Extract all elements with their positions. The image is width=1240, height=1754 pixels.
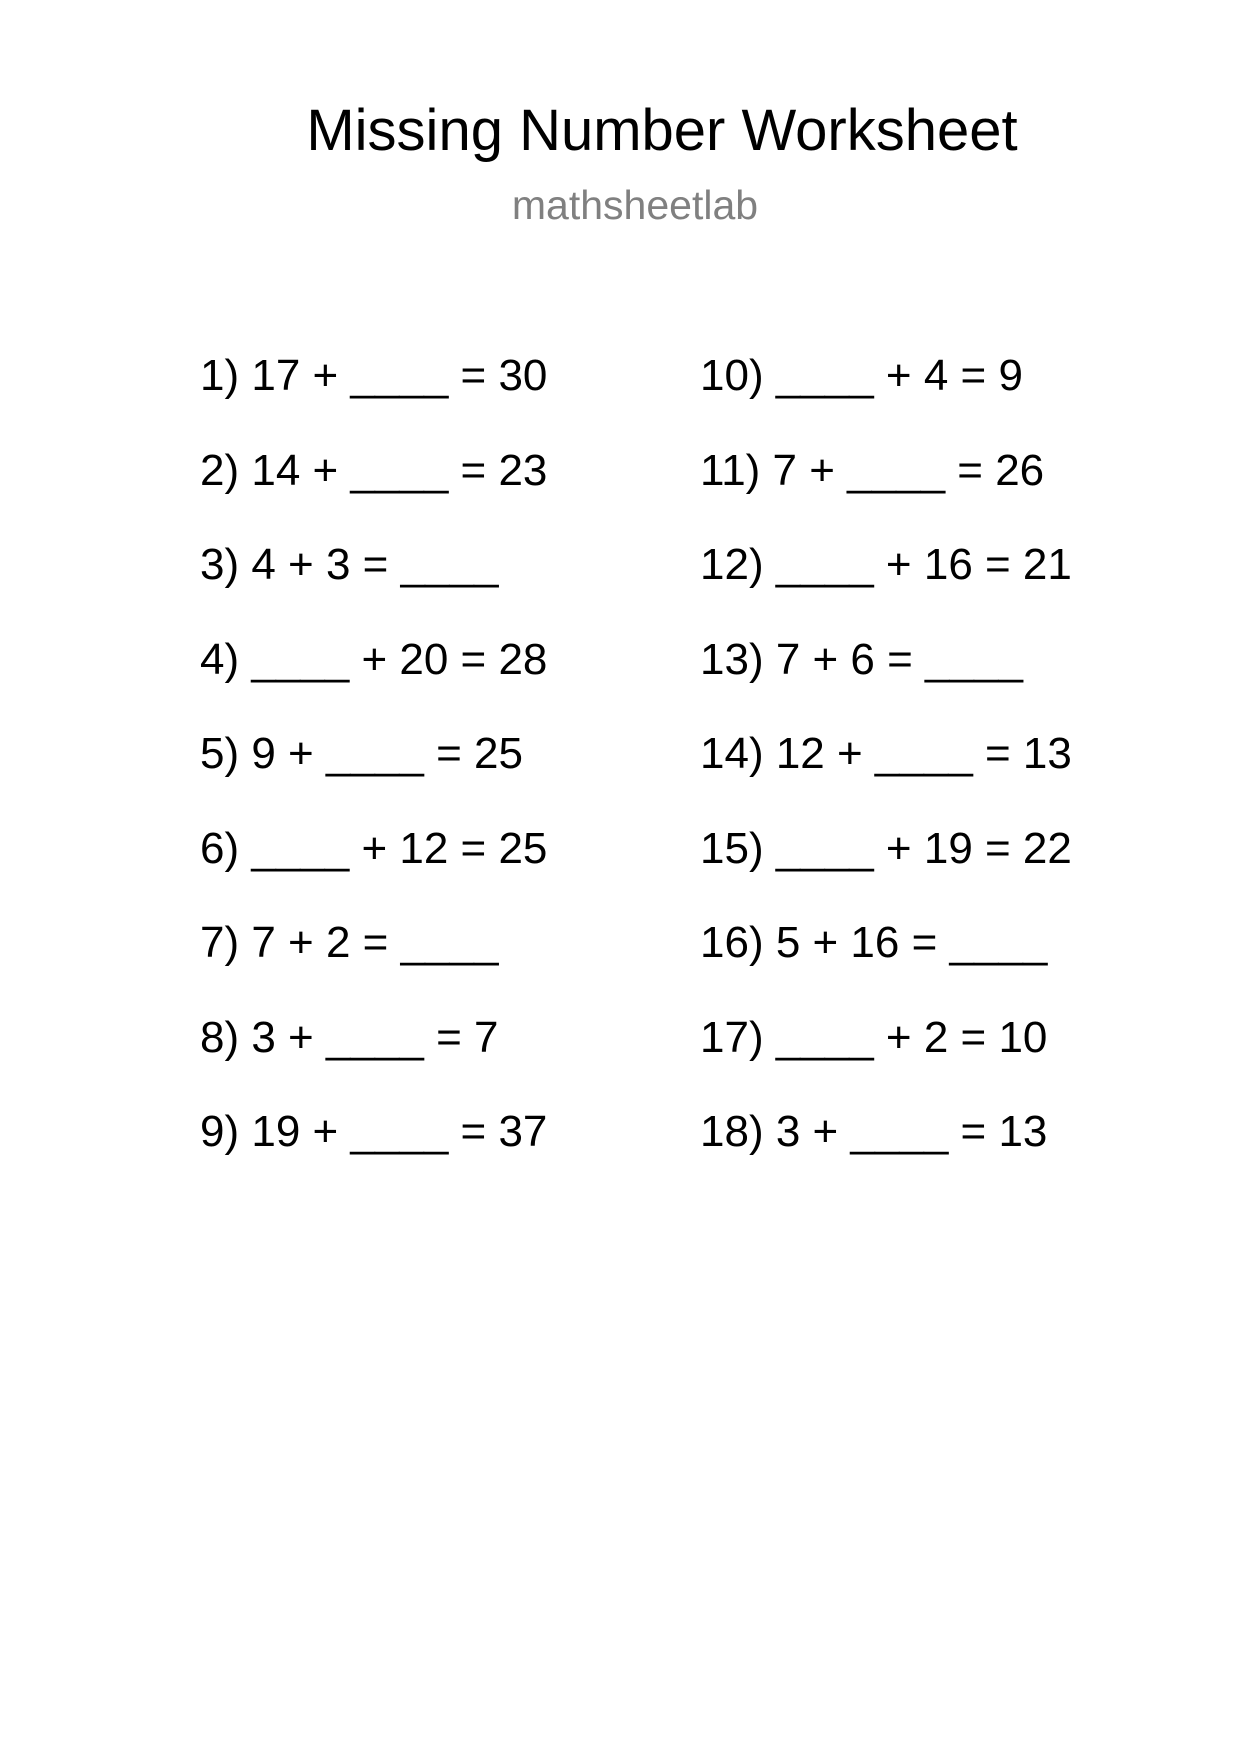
problem-1: 1) 17 + ____ = 30: [200, 351, 548, 400]
problem-2: 2) 14 + ____ = 23: [200, 445, 548, 495]
problem-17: 17) ____ + 2 = 10: [700, 1012, 1048, 1062]
problem-10: 10) ____ + 4 = 9: [700, 351, 1023, 400]
problem-13: 13) 7 + 6 = ____: [700, 634, 1023, 684]
problem-12: 12) ____ + 16 = 21: [700, 540, 1072, 589]
problem-15: 15) ____ + 19 = 22: [700, 823, 1072, 873]
publisher-subtitle: mathsheetlab: [511, 182, 759, 228]
problems-column-right: [700, 346, 1072, 1197]
problem-9: 9) 19 + ____ = 37: [200, 1107, 548, 1156]
problems-column-left: [200, 346, 547, 1197]
problem-3: 3) 4 + 3 = ____: [200, 540, 499, 589]
problem-14: 14) 12 + ____ = 13: [700, 729, 1072, 778]
problem-4: 4) ____ + 20 = 28: [200, 634, 548, 684]
problem-8: 8) 3 + ____ = 7: [200, 1012, 499, 1062]
problem-18: 18) 3 + ____ = 13: [700, 1107, 1048, 1156]
problem-7: 7) 7 + 2 = ____: [200, 918, 499, 967]
problem-16: 16) 5 + 16 = ____: [700, 918, 1048, 967]
problem-11: 11) 7 + ____ = 26: [700, 445, 1045, 495]
problem-5: 5) 9 + ____ = 25: [200, 729, 523, 778]
page-title: Missing Number Worksheet: [306, 98, 1018, 163]
problem-6: 6) ____ + 12 = 25: [200, 823, 548, 873]
